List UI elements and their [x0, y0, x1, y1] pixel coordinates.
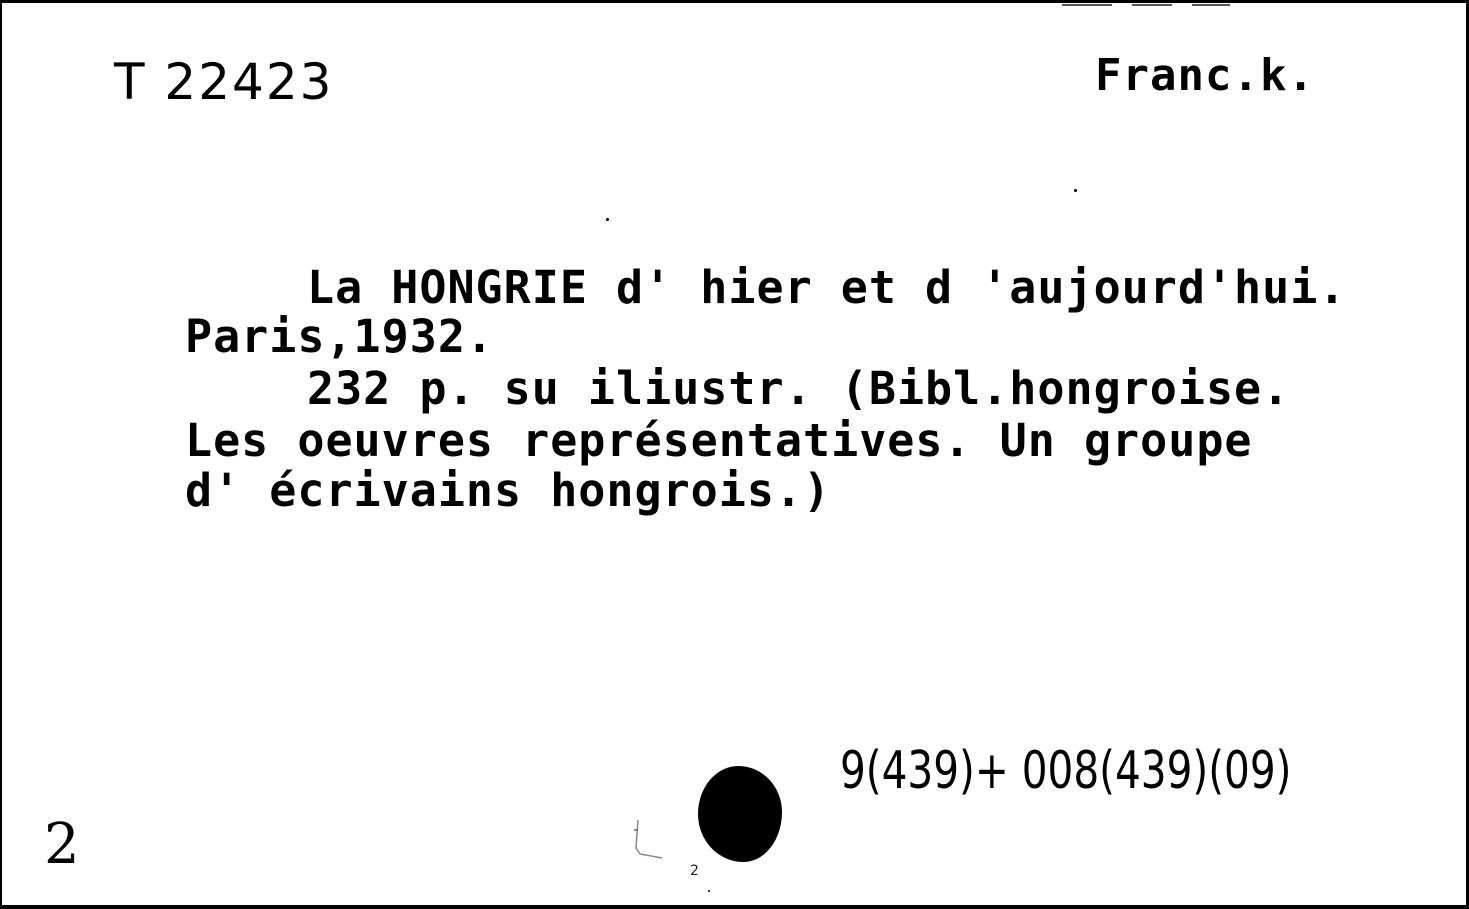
- collation-line: 232 p. su iliustr. (Bibl.hongroise.: [307, 362, 1291, 415]
- speck: [606, 218, 609, 221]
- speck: [708, 890, 710, 892]
- classification-number: 9(439)+ 008(439)(09): [840, 741, 1292, 801]
- pencil-mark-icon: [626, 818, 666, 862]
- series-line-1: Les oeuvres représentatives. Un groupe: [185, 414, 1253, 467]
- speck: [1074, 189, 1077, 192]
- series-line-2: d' écrivains hongrois.): [185, 464, 832, 517]
- smudge-mark: [1062, 3, 1232, 7]
- small-mark: 2: [690, 863, 699, 879]
- language-code: Franc.k.: [1095, 50, 1315, 101]
- imprint-line: Paris,1932.: [185, 310, 495, 363]
- punch-hole: [698, 766, 782, 862]
- title-line: La HONGRIE d' hier et d 'aujourd'hui.: [307, 261, 1347, 314]
- call-number: T 22423: [114, 53, 334, 111]
- copy-number: 2: [44, 812, 80, 877]
